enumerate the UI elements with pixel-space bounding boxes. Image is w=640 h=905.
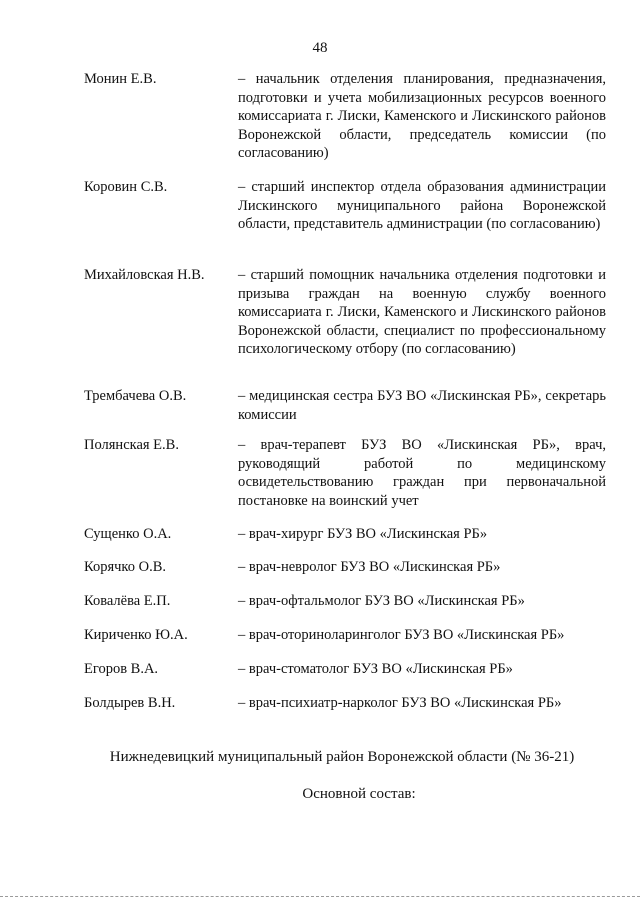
- region-heading: Нижнедевицкий муниципальный район Воронежской области (№ 36-21): [109, 749, 575, 765]
- member-name: Монин Е.В.: [84, 71, 157, 87]
- member-name: Ковалёва Е.П.: [84, 593, 171, 609]
- member-role: – врач-оториноларинголог БУЗ ВО «Лискинская РБ»: [238, 627, 565, 643]
- member-role: – врач-офтальмолог БУЗ ВО «Лискинская РБ»: [238, 593, 525, 609]
- member-name: Корячко О.В.: [84, 559, 166, 575]
- member-role: – врач-невролог БУЗ ВО «Лискинская РБ»: [238, 559, 501, 575]
- member-name: Трембачева О.В.: [84, 388, 187, 404]
- member-name: Болдырев В.Н.: [84, 695, 176, 711]
- member-role: – медицинская сестра БУЗ ВО «Лискинская РБ», секретарь комиссии: [238, 388, 606, 423]
- page-number: 48: [312, 40, 328, 56]
- member-name: Сущенко О.А.: [84, 526, 172, 542]
- member-name: Кириченко Ю.А.: [84, 627, 188, 643]
- member-role: – врач-хирург БУЗ ВО «Лискинская РБ»: [238, 526, 488, 542]
- member-role: – начальник отделения планирования, предназначения, подготовки и учета мобилизационных ресурсов военного комиссариата г. Лиски, Каменского и Лискинского районов Воронежской области, председатель комиссии (по согласованию): [238, 71, 606, 162]
- member-name: Полянская Е.В.: [84, 437, 179, 453]
- member-role: – врач-психиатр-нарколог БУЗ ВО «Лискинская РБ»: [238, 695, 562, 711]
- member-role: – врач-стоматолог БУЗ ВО «Лискинская РБ»: [238, 661, 513, 677]
- member-name: Михайловская Н.В.: [84, 267, 205, 283]
- composition-heading: Основной состав:: [302, 786, 416, 802]
- member-role: – старший помощник начальника отделения подготовки и призыва граждан на военную службу военного комиссариата г. Лиски, Каменского и Лискинского районов Воронежской области, специалист по профессиональному психологическому отбору (по согласованию): [238, 267, 606, 358]
- member-name: Коровин С.В.: [84, 179, 168, 195]
- member-role: – старший инспектор отдела образования администрации Лискинского муниципального района Воронежской области, представитель администрации (по согласованию): [238, 179, 606, 233]
- member-name: Егоров В.А.: [84, 661, 159, 677]
- scan-edge-line: [0, 896, 640, 897]
- member-role: – врач-терапевт БУЗ ВО «Лискинская РБ», врач, руководящий работой по медицинскому освидетельствованию граждан при первоначальной постановке на воинский учет: [238, 437, 606, 509]
